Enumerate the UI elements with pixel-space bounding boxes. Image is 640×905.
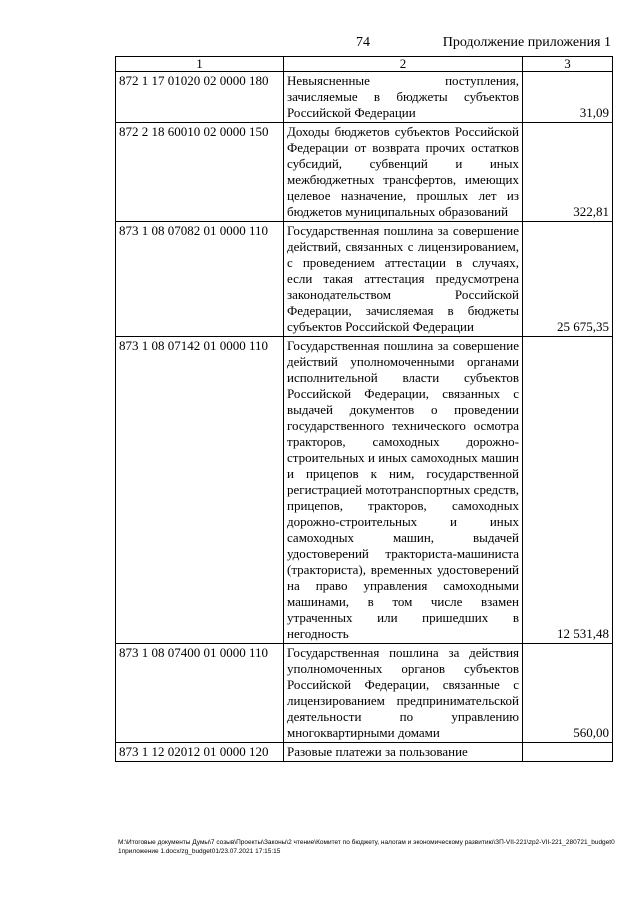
revenue-table [115,56,613,762]
column-header-2: 2 [284,57,523,72]
budget-code: 873 1 08 07142 01 0000 110 [116,337,284,644]
budget-code: 872 1 17 01020 02 0000 180 [116,72,284,123]
budget-code: 872 2 18 60010 02 0000 150 [116,123,284,222]
table-row [116,743,613,762]
table-row [116,337,613,644]
column-header-1: 1 [116,57,284,72]
table-row [116,123,613,222]
table-header [116,57,613,72]
revenue-name: Государственная пошлина за действия уполномоченных органов субъектов Российской Федерации, связанные с лицензированием предпринимательской деятельности по управлению многоквартирными домами [284,644,523,743]
header-row [116,57,613,72]
page-number: 74 [356,35,370,50]
revenue-name: Государственная пошлина за совершение действий уполномоченными органами исполнительной власти субъектов Российской Федерации, связанных с выдачей документов о проведении государственного технического осмотра тракторов, самоходных дорожно-строительных и иных самоходных машин и прицепов к ним, государственной регистрацией мототранспортных средств, прицепов, тракторов, самоходных дорожно-строительных и иных самоходных машин, выдачей удостоверений тракториста-машиниста (тракториста), временных удостоверений на право управления самоходными машинами, в том числе взамен утраченных или пришедших в негодность [284,337,523,644]
amount: 25 675,35 [523,222,613,337]
revenue-name: Невыясненные поступления, зачисляемые в бюджеты субъектов Российской Федерации [284,72,523,123]
table-body [116,72,613,762]
table-row [116,72,613,123]
revenue-name: Разовые платежи за пользование [284,743,523,762]
continuation-label: Продолжение приложения 1 [442,35,611,50]
budget-code: 873 1 08 07082 01 0000 110 [116,222,284,337]
file-path-footer: M:\Итоговые документы Думы\7 созыв\Проекты\Законы\2 чтение\Комитет по бюджету, налогам и экономическому развитию\ЗП-VII-221\zp2-VII-221_280721_budget01приложение 1.docx/zg_budget01/23.07.2021 17:15:15 [118,839,615,855]
budget-code: 873 1 08 07400 01 0000 110 [116,644,284,743]
amount: 322,81 [523,123,613,222]
amount: 560,00 [523,644,613,743]
amount: 12 531,48 [523,337,613,644]
revenue-name: Доходы бюджетов субъектов Российской Федерации от возврата прочих остатков субсидий, субвенций и иных межбюджетных трансфертов, имеющих целевое назначение, прошлых лет из бюджетов муниципальных образований [284,123,523,222]
budget-code: 873 1 12 02012 01 0000 120 [116,743,284,762]
table-row [116,222,613,337]
column-header-3: 3 [523,57,613,72]
amount: 31,09 [523,72,613,123]
revenue-name: Государственная пошлина за совершение действий, связанных с лицензированием, с проведением аттестации в случаях, если такая аттестация предусмотрена законодательством Российской Федерации, зачисляемая в бюджеты субъектов Российской Федерации [284,222,523,337]
amount [523,743,613,762]
table-row [116,644,613,743]
